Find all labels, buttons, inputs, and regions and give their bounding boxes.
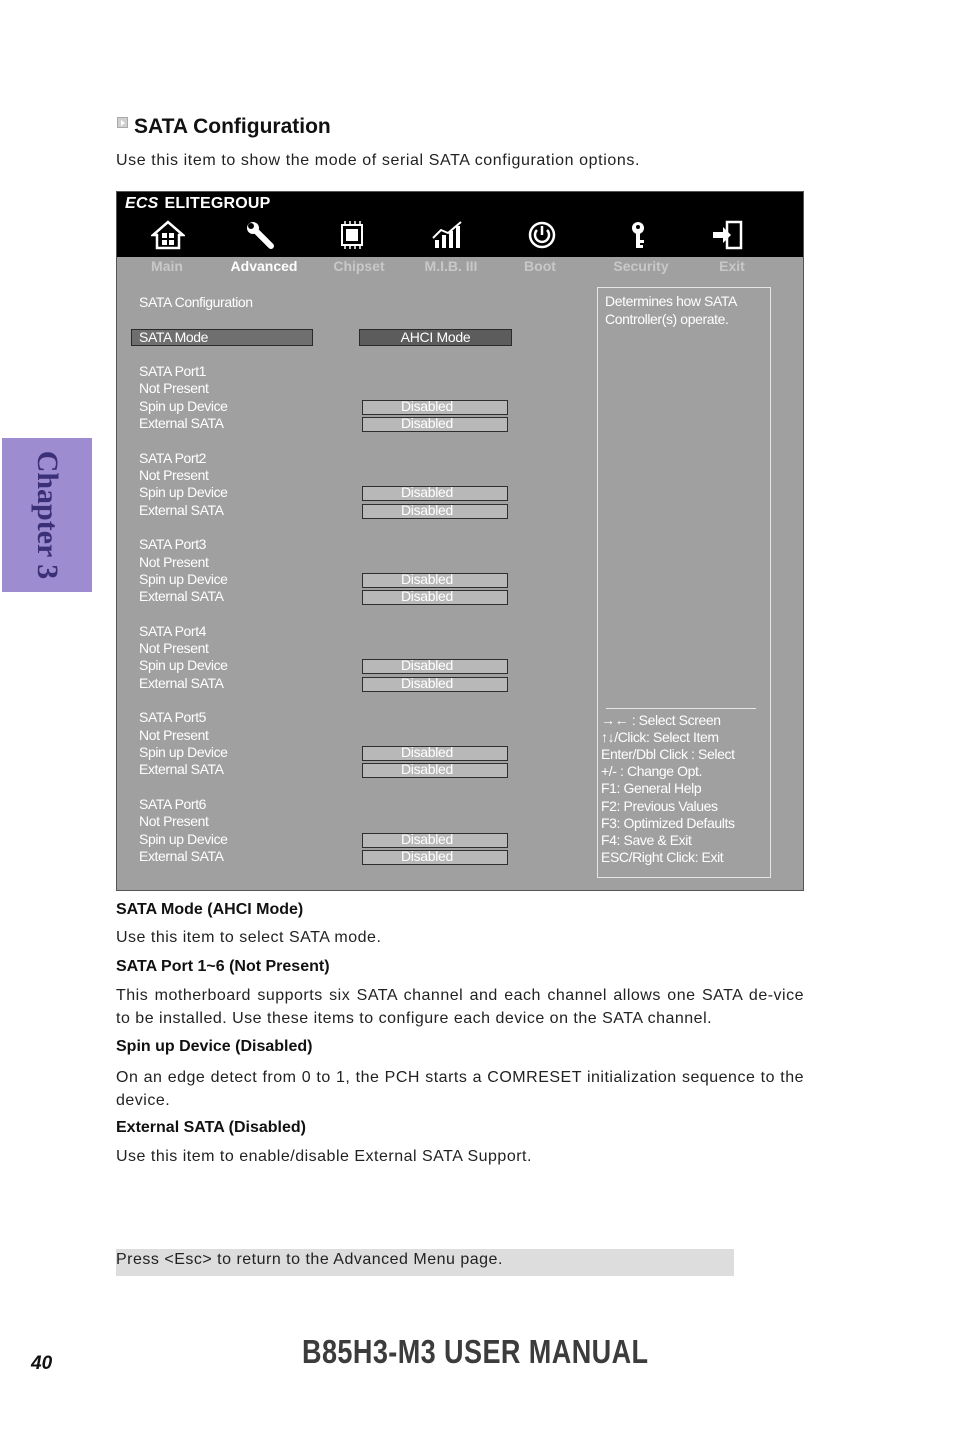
external-sata-label[interactable]: External SATA (139, 761, 224, 778)
external-sata-label[interactable]: External SATA (139, 588, 224, 605)
desc-body-sata-mode: Use this item to select SATA mode. (116, 929, 382, 946)
key-icon[interactable] (621, 220, 655, 250)
key-legend-item: F4: Save & Exit (601, 831, 692, 848)
tab-security[interactable]: Security (613, 258, 669, 274)
tab-chipset[interactable]: Chipset (333, 258, 385, 274)
chapter-label: Chapter 3 (31, 450, 64, 580)
spin-up-label[interactable]: Spin up Device (139, 484, 228, 501)
chip-icon[interactable] (335, 220, 369, 250)
sata-port-status: Not Present (139, 640, 209, 657)
key-legend-item: ESC/Right Click: Exit (601, 848, 724, 865)
desc-body-spin-up: On an edge detect from 0 to 1, the PCH starts a COMRESET initialization sequence to the device. (116, 1069, 804, 1109)
sata-mode-value[interactable]: AHCI Mode (400, 329, 471, 345)
sata-port-name: SATA Port3 (139, 536, 207, 553)
sata-port-name: SATA Port6 (139, 796, 207, 812)
external-sata-value[interactable]: Disabled (400, 674, 454, 691)
sata-mode-label[interactable]: SATA Mode (139, 329, 209, 345)
bios-section-title: SATA Configuration (139, 294, 253, 310)
manual-title: B85H3-M3 USER MANUAL (302, 1333, 649, 1370)
tab-exit[interactable]: Exit (719, 258, 745, 274)
spin-up-label[interactable]: Spin up Device (139, 830, 228, 847)
bios-menu-bar (117, 192, 803, 257)
external-sata-label[interactable]: External SATA (139, 414, 224, 431)
tab-mib[interactable]: M.I.B. III (424, 258, 478, 274)
key-legend-item: Enter/Dbl Click : Select (601, 746, 735, 763)
sata-port-status: Not Present (139, 726, 209, 743)
key-legend-item: F2: Previous Values (601, 797, 718, 814)
key-legend-item: ↑↓/Click: Select Item (601, 729, 719, 746)
chapter-tab (2, 438, 92, 592)
tab-main[interactable]: Main (151, 258, 183, 274)
key-legend-item: F1: General Help (601, 780, 702, 797)
desc-title-sata-mode: SATA Mode (AHCI Mode) (116, 901, 304, 918)
power-icon[interactable] (525, 220, 559, 250)
key-legend-item: →← : Select Screen (601, 712, 721, 728)
exit-icon[interactable] (711, 220, 745, 250)
external-sata-label[interactable]: External SATA (139, 847, 224, 864)
external-sata-value[interactable]: Disabled (400, 588, 454, 605)
external-sata-label[interactable]: External SATA (139, 674, 224, 691)
spin-up-value[interactable]: Disabled (400, 484, 454, 501)
spin-up-value[interactable]: Disabled (400, 830, 454, 847)
spin-up-label[interactable]: Spin up Device (139, 744, 228, 760)
external-sata-value[interactable]: Disabled (400, 761, 454, 778)
spin-up-label[interactable]: Spin up Device (139, 570, 228, 587)
desc-title-external-sata: External SATA (Disabled) (116, 1119, 306, 1136)
desc-title-spin-up: Spin up Device (Disabled) (116, 1038, 313, 1055)
heading-bullet-icon (117, 117, 128, 128)
tab-boot[interactable]: Boot (524, 258, 556, 274)
section-heading: SATA Configuration (134, 115, 331, 138)
spin-up-label[interactable]: Spin up Device (139, 397, 228, 414)
help-panel (597, 287, 771, 878)
spin-up-value[interactable]: Disabled (400, 657, 454, 674)
spin-up-label[interactable]: Spin up Device (139, 657, 228, 674)
note-text: Press <Esc> to return to the Advanced Menu page. (116, 1251, 503, 1268)
spin-up-value[interactable]: Disabled (400, 397, 454, 414)
bios-screen (116, 191, 804, 891)
brand-ecs: ECS (125, 195, 159, 212)
wrench-icon[interactable] (243, 220, 277, 250)
external-sata-label[interactable]: External SATA (139, 501, 224, 518)
brand-name: ELITEGROUP (164, 195, 271, 212)
brand-logo (125, 195, 271, 213)
intro-text: Use this item to show the mode of serial SATA configuration options. (116, 152, 641, 169)
desc-title-sata-port: SATA Port 1~6 (Not Present) (116, 958, 330, 975)
help-divider (606, 708, 756, 709)
key-legend-item: F3: Optimized Defaults (601, 814, 735, 831)
spin-up-value[interactable]: Disabled (400, 744, 454, 760)
chart-icon[interactable] (431, 220, 465, 250)
sata-port-status: Not Present (139, 813, 209, 830)
sata-port-name: SATA Port5 (139, 709, 207, 726)
sata-port-name: SATA Port4 (139, 622, 207, 639)
sata-port-status: Not Present (139, 380, 209, 397)
external-sata-value[interactable]: Disabled (400, 847, 454, 864)
help-text-line: Controller(s) operate. (605, 311, 729, 327)
page-number: 40 (31, 1353, 53, 1374)
spin-up-value[interactable]: Disabled (400, 570, 454, 587)
desc-body-external-sata: Use this item to enable/disable External SATA Support. (116, 1148, 532, 1165)
home-icon[interactable] (151, 220, 185, 250)
desc-body-sata-port: This motherboard supports six SATA channel and each channel allows one SATA de-vice to be installed. Use these items to configure each device on the SATA channel. (116, 987, 804, 1027)
sata-port-name: SATA Port1 (139, 363, 207, 379)
sata-port-status: Not Present (139, 466, 209, 483)
sata-port-status: Not Present (139, 553, 209, 570)
external-sata-value[interactable]: Disabled (400, 414, 454, 431)
key-legend-item: +/- : Change Opt. (601, 763, 702, 780)
help-text-line: Determines how SATA (605, 293, 737, 309)
sata-port-name: SATA Port2 (139, 449, 207, 466)
external-sata-value[interactable]: Disabled (400, 501, 454, 518)
tab-advanced[interactable]: Advanced (230, 258, 298, 274)
